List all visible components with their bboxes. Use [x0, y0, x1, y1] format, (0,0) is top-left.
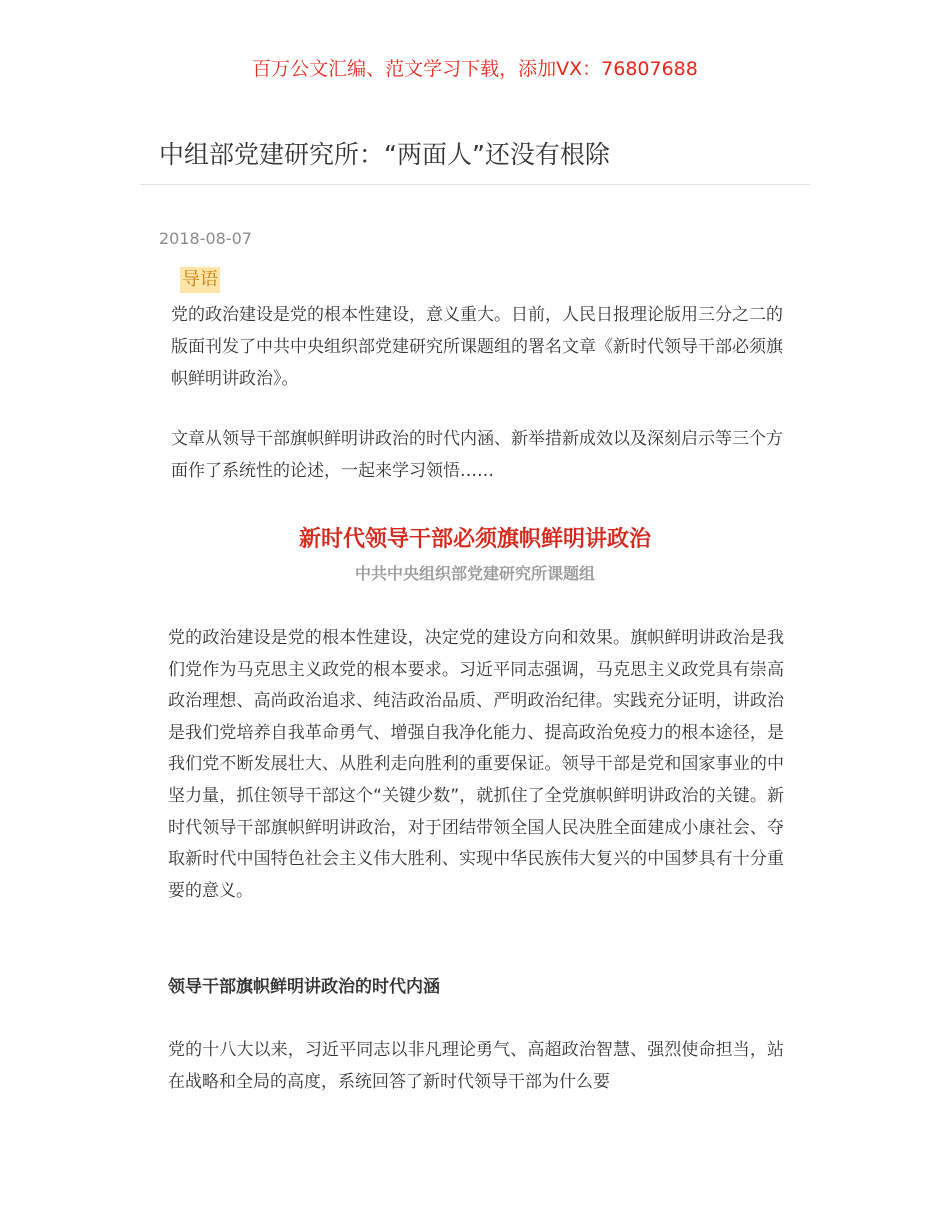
article-author: 中共中央组织部党建研究所课题组: [354, 564, 595, 583]
guide-label: 导语: [180, 267, 220, 293]
body-paragraph-1: 党的政治建设是党的根本性建设，决定党的建设方向和效果。旗帜鲜明讲政治是我们党作为马克思主义政党的根本要求。习近平同志强调，马克思主义政党具有崇高政治理想、高尚政治追求、纯洁政治品质、严明政治纪律。实践充分证明，讲政治是我们党培养自我革命勇气、增强自我净化能力、提高政治免疫力的根本途径，是我们党不断发展壮大、从胜利走向胜利的重要保证。领导干部是党和国家事业的中坚力量，抓住领导干部这个“关键少数”，就抓住了全党旗帜鲜明讲政治的关键。新时代领导干部旗帜鲜明讲政治，对于团结带领全国人民决胜全面建成小康社会、夺取新时代中国特色社会主义伟大胜利、实现中华民族伟大复兴的中国梦具有十分重要的意义。: [168, 628, 784, 901]
title-divider: [140, 184, 810, 185]
section-heading: 领导干部旗帜鲜明讲政治的时代内涵: [168, 977, 440, 997]
intro-paragraph-1: 党的政治建设是党的根本性建设，意义重大。日前，人民日报理论版用三分之二的版面刊发了中共中央组织部党建研究所课题组的署名文章《新时代领导干部必须旗帜鲜明讲政治》。: [171, 305, 783, 389]
promo-banner: 百万公文汇编、范文学习下载，添加VX：76807688: [252, 58, 698, 80]
body-paragraph-2: 党的十八大以来，习近平同志以非凡理论勇气、高超政治智慧、强烈使命担当，站在战略和全局的高度，系统回答了新时代领导干部为什么要: [168, 1040, 784, 1092]
intro-paragraph-2: 文章从领导干部旗帜鲜明讲政治的时代内涵、新举措新成效以及深刻启示等三个方面作了系统性的论述，一起来学习领悟……: [171, 429, 783, 481]
article-title: 新时代领导干部必须旗帜鲜明讲政治: [298, 527, 651, 552]
page-title: 中组部党建研究所：“两面人”还没有根除: [159, 140, 610, 169]
publish-date: 2018-08-07: [159, 229, 252, 248]
